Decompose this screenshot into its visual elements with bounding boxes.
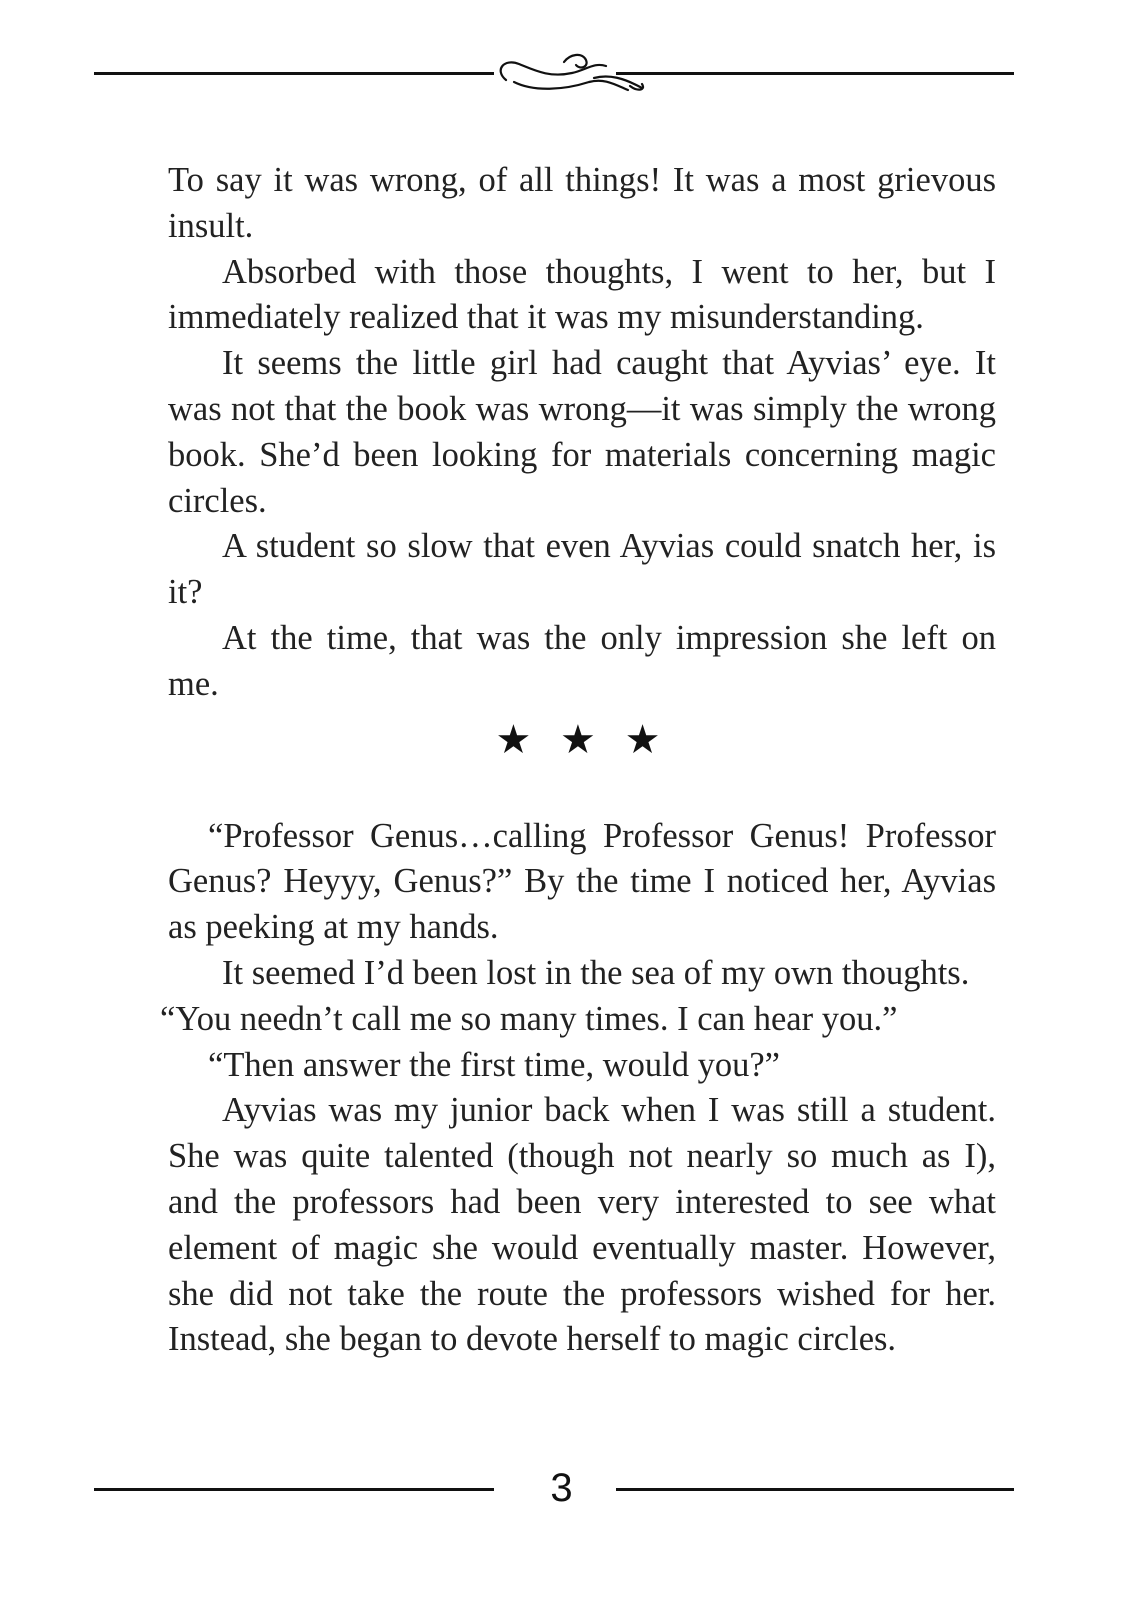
page-number: 3 <box>550 1466 573 1510</box>
paragraph: It seemed I’d been lost in the sea of my own thoughts. <box>222 953 970 992</box>
paragraph: At the time, that was the only impression she left on me. <box>168 618 996 703</box>
paragraph: It seems the little girl had caught that Ayvias’ eye. It was not that the book was wrong—it was simply the wrong book. She’d been looking for materials concerning magic circles. <box>168 344 996 520</box>
header-rule-right <box>616 72 1014 75</box>
paragraph: A student so slow that even Ayvias could snatch her, is it? <box>168 527 996 612</box>
paragraph: Absorbed with those thoughts, I went to her, but I immediately realized that it was my misunderstanding. <box>168 252 996 337</box>
scene-break: ★ ★ ★ <box>495 716 669 763</box>
paragraph: To say it was wrong, of all things! It was a most grievous insult. <box>168 161 996 245</box>
paragraph: “Then answer the first time, would you?” <box>208 1045 780 1084</box>
body-text <box>160 158 996 1363</box>
paragraph: “Professor Genus…calling Professor Genus! Professor Genus? Heyyy, Genus?” By the time I noticed her, Ayvias as peeking at my hands. <box>168 816 996 947</box>
paragraph: “You needn’t call me so many times. I can hear you.” <box>160 999 898 1038</box>
paragraph: Ayvias was my junior back when I was still a student. She was quite talented (though not nearly so much as I), and the professors had been very interested to see what element of magic she would eventually master. However, she did not take the route the professors wished for her. Instead, she began to devote herself to magic circles. <box>168 1091 996 1359</box>
header-ornament <box>94 40 1014 100</box>
header-rule-left <box>94 72 494 75</box>
